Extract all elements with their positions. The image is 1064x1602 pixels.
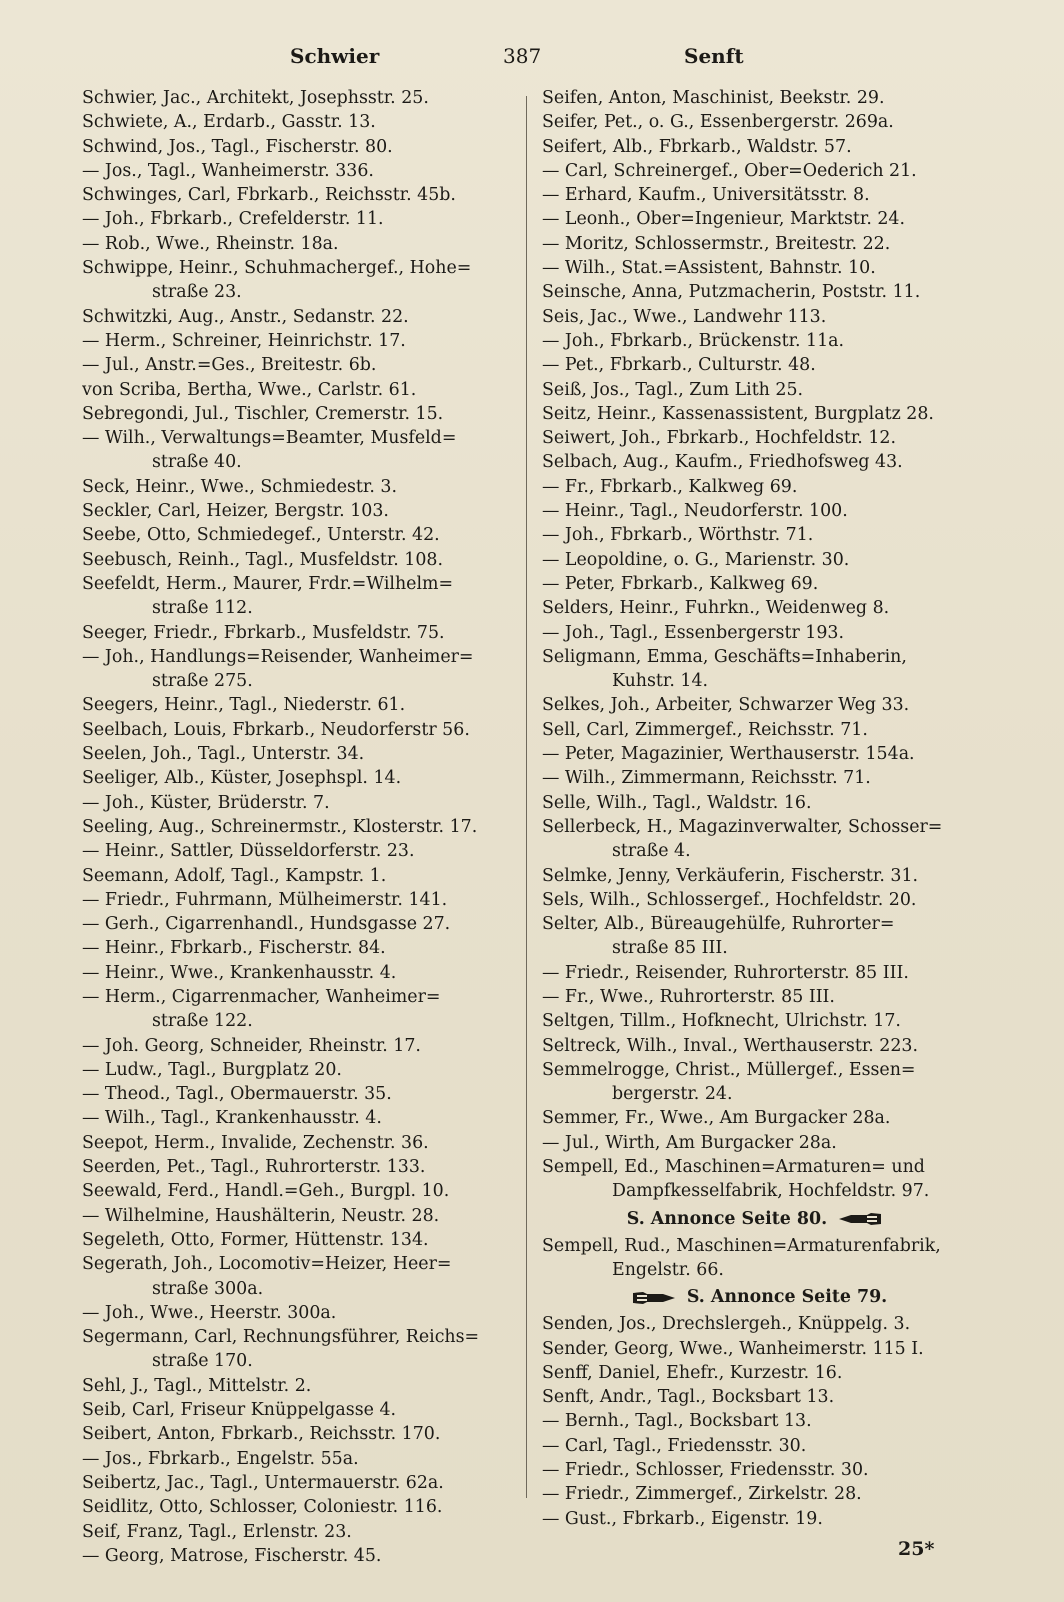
directory-entry: Seepot, Herm., Invalide, Zechenstr. 36. xyxy=(82,1132,429,1153)
directory-entry: Seemann, Adolf, Tagl., Kampstr. 1. xyxy=(82,865,387,886)
directory-entry: — Friedr., Zimmergef., Zirkelstr. 28. xyxy=(542,1484,862,1505)
directory-entry: Seiwert, Joh., Fbrkarb., Hochfeldstr. 12. xyxy=(542,428,897,449)
right-column xyxy=(542,86,972,1531)
directory-entry: — Joh., Küster, Brüderstr. 7. xyxy=(82,792,330,813)
directory-entry: Seligmann, Emma, Geschäfts=Inhaberin, xyxy=(542,646,907,667)
page-header xyxy=(0,40,1064,76)
directory-entry: Dampfkesselfabrik, Hochfeldstr. 97. xyxy=(612,1181,930,1202)
directory-entry: Semmelrogge, Christ., Müllergef., Essen= xyxy=(542,1059,916,1080)
directory-entry: Seerden, Pet., Tagl., Ruhrorterstr. 133. xyxy=(82,1157,426,1178)
page-number: 387 xyxy=(503,44,542,68)
directory-entry: — Wilh., Verwaltungs=Beamter, Musfeld= xyxy=(82,428,457,449)
directory-entry: Seib, Carl, Friseur Knüppelgasse 4. xyxy=(82,1400,397,1421)
directory-entry: Seinsche, Anna, Putzmacherin, Poststr. 11. xyxy=(542,282,921,303)
directory-entry: Senft, Andr., Tagl., Bocksbart 13. xyxy=(542,1387,835,1408)
directory-entry: Seckler, Carl, Heizer, Bergstr. 103. xyxy=(82,501,389,522)
right-column-entries-a xyxy=(542,86,972,1204)
directory-entry: Schwiete, A., Erdarb., Gasstr. 13. xyxy=(82,112,376,133)
directory-entry: — Carl, Schreinergef., Ober=Oederich 21. xyxy=(542,160,917,181)
directory-entry: — Heinr., Fbrkarb., Fischerstr. 84. xyxy=(82,938,386,959)
directory-entry: straße 112. xyxy=(152,598,253,619)
directory-entry: Selmke, Jenny, Verkäuferin, Fischerstr. 31. xyxy=(542,865,919,886)
directory-entry: Seck, Heinr., Wwe., Schmiedestr. 3. xyxy=(82,476,397,497)
directory-entry: Schwinges, Carl, Fbrkarb., Reichsstr. 45b. xyxy=(82,185,456,206)
directory-entry: Segermann, Carl, Rechnungsführer, Reichs= xyxy=(82,1327,480,1348)
directory-entry: Selkes, Joh., Arbeiter, Schwarzer Weg 33. xyxy=(542,695,910,716)
directory-entry: straße 300a. xyxy=(152,1278,264,1299)
directory-entry: straße 122. xyxy=(152,1011,253,1032)
directory-entry: Seifen, Anton, Maschinist, Beekstr. 29. xyxy=(542,88,885,108)
directory-entry: Seiß, Jos., Tagl., Zum Lith 25. xyxy=(542,379,804,400)
annonce-1-text: S. Annonce Seite 80. xyxy=(626,1208,828,1229)
directory-entry: Seitz, Heinr., Kassenassistent, Burgplatz 28. xyxy=(542,403,934,424)
directory-entry: — Fr., Wwe., Ruhrorterstr. 85 III. xyxy=(542,986,835,1007)
signature-mark: 25* xyxy=(898,1538,935,1560)
directory-entry: Seeliger, Alb., Küster, Josephspl. 14. xyxy=(82,768,402,789)
directory-entry: — Joh., Fbrkarb., Brückenstr. 11a. xyxy=(542,330,845,351)
directory-entry: Senff, Daniel, Ehefr., Kurzestr. 16. xyxy=(542,1362,843,1383)
directory-entry: — Joh., Fbrkarb., Wörthstr. 71. xyxy=(542,525,814,546)
directory-entry: Seif, Franz, Tagl., Erlenstr. 23. xyxy=(82,1521,352,1542)
directory-entry: Sender, Georg, Wwe., Wanheimerstr. 115 I. xyxy=(542,1338,924,1359)
directory-entry: — Heinr., Wwe., Krankenhausstr. 4. xyxy=(82,962,397,983)
directory-entry: straße 170. xyxy=(152,1351,253,1372)
directory-entry: bergerstr. 24. xyxy=(612,1084,733,1105)
directory-entry: Selter, Alb., Büreaugehülfe, Ruhrorter= xyxy=(542,914,895,935)
directory-entry: von Scriba, Bertha, Wwe., Carlstr. 61. xyxy=(82,379,417,400)
directory-entry: — Friedr., Schlosser, Friedensstr. 30. xyxy=(542,1460,869,1481)
directory-entry: — Leonh., Ober=Ingenieur, Marktstr. 24. xyxy=(542,209,906,230)
directory-entry: Seifert, Alb., Fbrkarb., Waldstr. 57. xyxy=(542,136,852,157)
directory-entry: Seelbach, Louis, Fbrkarb., Neudorferstr 56. xyxy=(82,719,470,740)
directory-entry: Schwier, Jac., Architekt, Josephsstr. 25. xyxy=(82,88,429,108)
directory-entry: Semmer, Fr., Wwe., Am Burgacker 28a. xyxy=(542,1108,891,1129)
directory-entry: — Theod., Tagl., Obermauerstr. 35. xyxy=(82,1084,392,1105)
directory-entry: Seeling, Aug., Schreinermstr., Klosterstr. 17. xyxy=(82,816,478,837)
directory-entry: Seidlitz, Otto, Schlosser, Coloniestr. 116. xyxy=(82,1497,443,1518)
directory-entry: Schwind, Jos., Tagl., Fischerstr. 80. xyxy=(82,136,393,157)
directory-entry: — Bernh., Tagl., Bocksbart 13. xyxy=(542,1411,812,1432)
directory-entry: — Gerh., Cigarrenhandl., Hundsgasse 27. xyxy=(82,914,451,935)
directory-entry: — Rob., Wwe., Rheinstr. 18a. xyxy=(82,233,339,254)
directory-entry: Seltgen, Tillm., Hofknecht, Ulrichstr. 17. xyxy=(542,1011,901,1032)
directory-entry: straße 4. xyxy=(612,841,691,862)
directory-entry: — Heinr., Sattler, Düsseldorferstr. 23. xyxy=(82,841,415,862)
annonce-line-2 xyxy=(542,1282,972,1312)
header-right-keyword: Senft xyxy=(684,44,744,68)
directory-entry: — Friedr., Fuhrmann, Mülheimerstr. 141. xyxy=(82,889,448,910)
directory-entry: Seebe, Otto, Schmiedegef., Unterstr. 42. xyxy=(82,525,440,546)
directory-entry: Selle, Wilh., Tagl., Waldstr. 16. xyxy=(542,792,812,813)
directory-entry: — Jul., Wirth, Am Burgacker 28a. xyxy=(542,1132,837,1153)
directory-entry: — Georg, Matrose, Fischerstr. 45. xyxy=(82,1545,382,1566)
pointing-hand-right-icon xyxy=(631,1291,677,1305)
directory-entry: straße 23. xyxy=(152,282,242,303)
directory-entry: straße 275. xyxy=(152,671,253,692)
directory-entry: — Peter, Magazinier, Werthauserstr. 154a. xyxy=(542,744,915,765)
directory-entry: Seewald, Ferd., Handl.=Geh., Burgpl. 10. xyxy=(82,1181,450,1202)
directory-entry: Seebusch, Reinh., Tagl., Musfeldstr. 108. xyxy=(82,549,444,570)
directory-entry: Segerath, Joh., Locomotiv=Heizer, Heer= xyxy=(82,1254,452,1275)
directory-entry: Schwippe, Heinr., Schuhmachergef., Hohe= xyxy=(82,258,472,279)
directory-entry: — Joh., Handlungs=Reisender, Wanheimer= xyxy=(82,646,474,667)
directory-entry: Sell, Carl, Zimmergef., Reichsstr. 71. xyxy=(542,719,868,740)
directory-entry: Schwitzki, Aug., Anstr., Sedanstr. 22. xyxy=(82,306,409,327)
directory-entry: Selders, Heinr., Fuhrkn., Weidenweg 8. xyxy=(542,598,890,619)
directory-entry: — Jos., Fbrkarb., Engelstr. 55a. xyxy=(82,1448,359,1469)
directory-entry: Seibert, Anton, Fbrkarb., Reichsstr. 170. xyxy=(82,1424,441,1445)
directory-entry: Sempell, Rud., Maschinen=Armaturenfabrik, xyxy=(542,1235,941,1256)
directory-entry: Seegers, Heinr., Tagl., Niederstr. 61. xyxy=(82,695,406,716)
directory-entry: — Wilh., Zimmermann, Reichsstr. 71. xyxy=(542,768,871,789)
directory-entry: Engelstr. 66. xyxy=(612,1259,724,1280)
directory-entry: Seltreck, Wilh., Inval., Werthauserstr. 223. xyxy=(542,1035,919,1056)
left-column xyxy=(82,86,512,1568)
directory-entry: — Herm., Schreiner, Heinrichstr. 17. xyxy=(82,330,406,351)
directory-entry: — Joh., Wwe., Heerstr. 300a. xyxy=(82,1302,337,1323)
directory-entry: straße 40. xyxy=(152,452,242,473)
pointing-hand-left-icon xyxy=(837,1212,883,1226)
directory-entry: — Erhard, Kaufm., Universitätsstr. 8. xyxy=(542,185,870,206)
directory-entry: — Herm., Cigarrenmacher, Wanheimer= xyxy=(82,986,441,1007)
directory-entry: — Moritz, Schlossermstr., Breitestr. 22. xyxy=(542,233,891,254)
directory-entry: Kuhstr. 14. xyxy=(612,671,709,692)
directory-entry: — Wilh., Tagl., Krankenhausstr. 4. xyxy=(82,1108,382,1129)
directory-entry: — Wilhelmine, Haushälterin, Neustr. 28. xyxy=(82,1205,440,1226)
directory-entry: — Friedr., Reisender, Ruhrorterstr. 85 III. xyxy=(542,962,909,983)
directory-entry: Sehl, J., Tagl., Mittelstr. 2. xyxy=(82,1375,312,1396)
directory-entry: — Gust., Fbrkarb., Eigenstr. 19. xyxy=(542,1508,823,1529)
directory-entry: Senden, Jos., Drechslergeh., Knüppelg. 3. xyxy=(542,1314,911,1335)
directory-entry: — Peter, Fbrkarb., Kalkweg 69. xyxy=(542,573,819,594)
header-left-keyword: Schwier xyxy=(290,44,380,68)
annonce-2-text: S. Annonce Seite 79. xyxy=(686,1287,888,1308)
directory-entry: Segeleth, Otto, Former, Hüttenstr. 134. xyxy=(82,1229,429,1250)
directory-entry: — Carl, Tagl., Friedensstr. 30. xyxy=(542,1435,807,1456)
directory-entry: — Leopoldine, o. G., Marienstr. 30. xyxy=(542,549,850,570)
directory-entry: — Joh. Georg, Schneider, Rheinstr. 17. xyxy=(82,1035,421,1056)
directory-entry: Seeger, Friedr., Fbrkarb., Musfeldstr. 75. xyxy=(82,622,445,643)
right-column-entries-c xyxy=(542,1312,972,1531)
directory-entry: Seefeldt, Herm., Maurer, Frdr.=Wilhelm= xyxy=(82,573,454,594)
directory-entry: — Jos., Tagl., Wanheimerstr. 336. xyxy=(82,160,374,181)
directory-entry: — Heinr., Tagl., Neudorferstr. 100. xyxy=(542,501,848,522)
directory-entry: Selbach, Aug., Kaufm., Friedhofsweg 43. xyxy=(542,452,903,473)
column-divider xyxy=(526,96,527,1498)
annonce-line-1 xyxy=(542,1204,972,1234)
directory-entry: Sellerbeck, H., Magazinverwalter, Schosser= xyxy=(542,816,943,837)
directory-entry: — Ludw., Tagl., Burgplatz 20. xyxy=(82,1059,342,1080)
directory-entry: Sebregondi, Jul., Tischler, Cremerstr. 15. xyxy=(82,403,444,424)
directory-entry: Seifer, Pet., o. G., Essenbergerstr. 269a. xyxy=(542,112,894,133)
directory-entry: — Jul., Anstr.=Ges., Breitestr. 6b. xyxy=(82,355,377,376)
directory-entry: Sels, Wilh., Schlossergef., Hochfeldstr. 20. xyxy=(542,889,917,910)
directory-entry: Seibertz, Jac., Tagl., Untermauerstr. 62a. xyxy=(82,1472,444,1493)
directory-entry: Seis, Jac., Wwe., Landwehr 113. xyxy=(542,306,827,327)
directory-entry: Sempell, Ed., Maschinen=Armaturen= und xyxy=(542,1157,925,1178)
directory-entry: — Joh., Fbrkarb., Crefelderstr. 11. xyxy=(82,209,384,230)
directory-entry: — Wilh., Stat.=Assistent, Bahnstr. 10. xyxy=(542,258,876,279)
directory-entry: straße 85 III. xyxy=(612,938,728,959)
directory-entry: — Fr., Fbrkarb., Kalkweg 69. xyxy=(542,476,798,497)
directory-entry: Seelen, Joh., Tagl., Unterstr. 34. xyxy=(82,744,365,765)
directory-entry: — Joh., Tagl., Essenbergerstr 193. xyxy=(542,622,845,643)
right-column-entries-b xyxy=(542,1234,972,1283)
directory-entry: — Pet., Fbrkarb., Culturstr. 48. xyxy=(542,355,816,376)
